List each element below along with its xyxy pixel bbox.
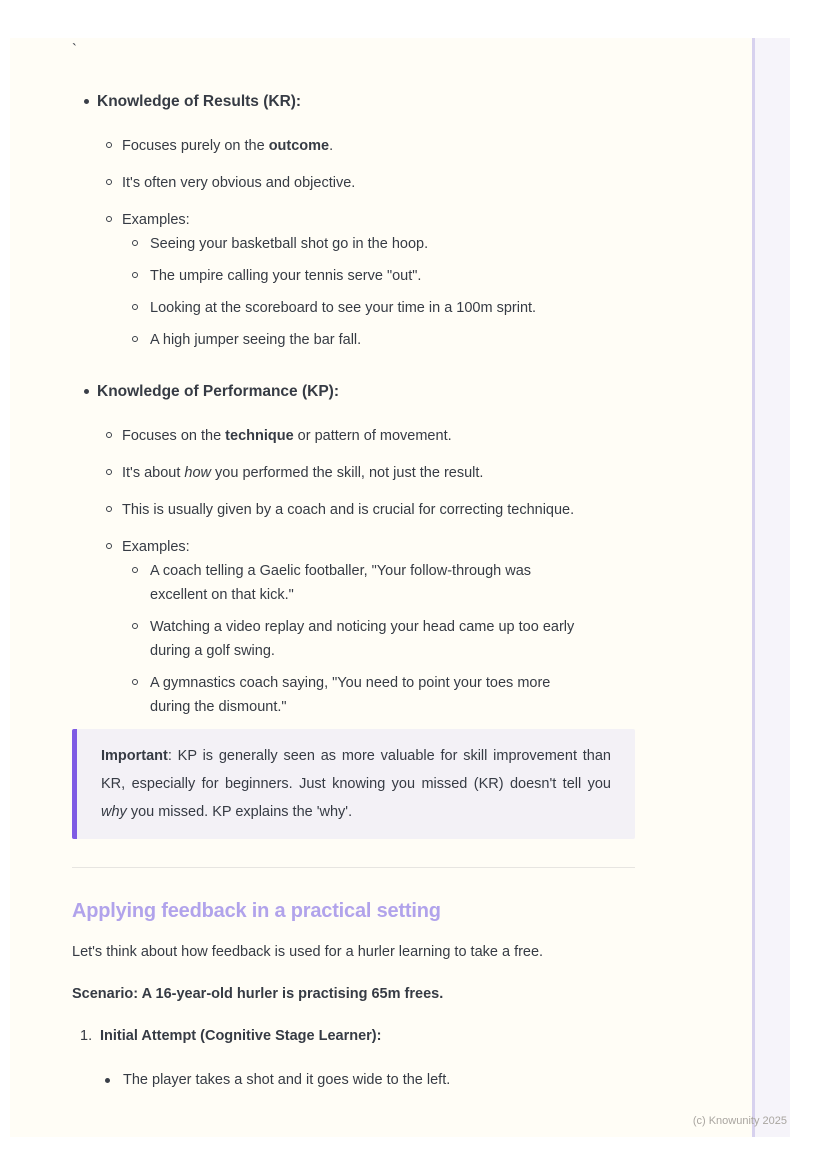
list-item: Seeing your basketball shot go in the hoop. <box>72 232 652 256</box>
important-callout <box>72 729 635 839</box>
stray-backtick: ` <box>72 42 77 58</box>
kp-points-list <box>72 424 652 522</box>
bullet-disc-icon <box>84 99 89 104</box>
kr-points-list <box>72 134 652 195</box>
bullet-disc-icon <box>84 389 89 394</box>
bullet-ring-icon <box>132 240 138 246</box>
bullet-ring-icon <box>106 432 112 438</box>
list-number: 1. <box>80 1028 93 1044</box>
scenario-paragraph: Scenario: A 16-year-old hurler is practising 65m frees. <box>72 986 444 1002</box>
bullet-ring-icon <box>132 336 138 342</box>
list-item: A high jumper seeing the bar fall. <box>72 328 652 352</box>
bullet-disc-icon <box>105 1078 110 1083</box>
kp-examples-label: Examples: <box>72 535 652 559</box>
list-item: This is usually given by a coach and is crucial for correcting technique. <box>72 498 652 522</box>
list-item: Focuses purely on the outcome. <box>72 134 652 158</box>
numbered-item-bullets <box>72 1068 652 1092</box>
list-item: Focuses on the technique or pattern of movement. <box>72 424 652 448</box>
kr-examples-label: Examples: <box>72 208 652 232</box>
bullet-ring-icon <box>132 272 138 278</box>
kr-examples-list <box>72 232 652 352</box>
page-content <box>72 38 652 1092</box>
list-item: It's about how you performed the skill, not just the result. <box>72 461 652 485</box>
bullet-ring-icon <box>106 543 112 549</box>
list-item: The umpire calling your tennis serve "out". <box>72 264 652 288</box>
section-divider <box>72 867 635 868</box>
numbered-item-1 <box>72 1024 652 1048</box>
bullet-ring-icon <box>132 679 138 685</box>
document-page <box>10 38 790 1137</box>
bullet-ring-icon <box>106 142 112 148</box>
list-item: It's often very obvious and objective. <box>72 171 652 195</box>
numbered-item-title: Initial Attempt (Cognitive Stage Learner): <box>100 1028 382 1044</box>
bullet-ring-icon <box>106 216 112 222</box>
bullet-ring-icon <box>132 623 138 629</box>
bullet-ring-icon <box>132 304 138 310</box>
important-callout-text: Important: KP is generally seen as more valuable for skill improvement than KR, especially for beginners. Just knowing you missed (KR) doesn't tell you why you missed. KP explains the 'why'. <box>101 748 611 820</box>
bullet-ring-icon <box>106 469 112 475</box>
section-heading: Applying feedback in a practical setting <box>72 900 441 922</box>
list-item: Looking at the scoreboard to see your time in a 100m sprint. <box>72 296 652 320</box>
bullet-ring-icon <box>106 506 112 512</box>
bullet-ring-icon <box>106 179 112 185</box>
list-item: A coach telling a Gaelic footballer, "Your follow-through was excellent on that kick." <box>72 559 652 607</box>
kp-examples-list <box>72 559 652 719</box>
list-item: A gymnastics coach saying, "You need to point your toes more during the dismount." <box>72 671 652 719</box>
kr-section-title: Knowledge of Results (KR): <box>72 90 652 114</box>
list-item: Watching a video replay and noticing your head came up too early during a golf swing. <box>72 615 652 663</box>
watermark: (c) Knowunity 2025 <box>692 1115 787 1127</box>
list-item: The player takes a shot and it goes wide to the left. <box>72 1068 652 1092</box>
intro-paragraph: Let's think about how feedback is used for a hurler learning to take a free. <box>72 944 544 960</box>
kp-section-title: Knowledge of Performance (KP): <box>72 380 652 404</box>
page-curl-strip <box>752 38 790 1137</box>
bullet-ring-icon <box>132 567 138 573</box>
